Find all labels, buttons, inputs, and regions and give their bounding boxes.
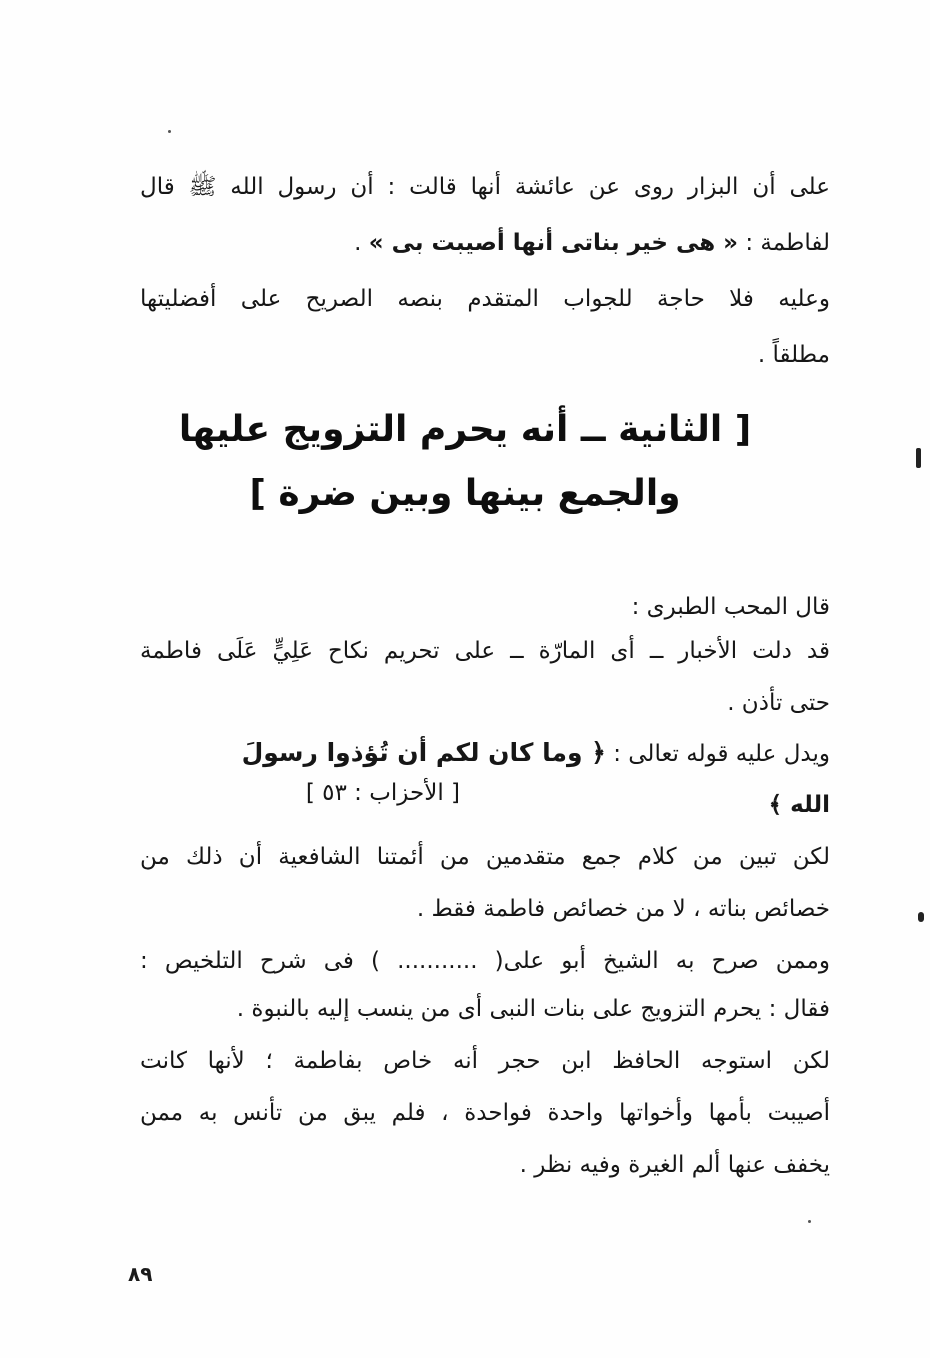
para6-line1: وممن صرح به الشيخ أبو على( ........... ) فى شرح التلخيص : bbox=[140, 948, 830, 974]
verse-citation: [ الأحزاب : ٥٣ ] bbox=[305, 780, 460, 806]
scan-speck bbox=[808, 1220, 811, 1223]
para5-line1: لكن تبين من كلام جمع متقدمين من أئمتنا الشافعية أن ذلك من bbox=[140, 844, 830, 870]
page-number: ٨٩ bbox=[128, 1262, 153, 1286]
para3-line1: قال المحب الطبرى : bbox=[631, 594, 830, 620]
para2-line1: وعليه فلا حاجة للجواب المتقدم بنصه الصريح على أفضليتها bbox=[140, 286, 830, 312]
para7-line3: يخفف عنها ألم الغيرة وفيه نظر . bbox=[519, 1152, 830, 1178]
para7-line2: أصيبت بأمها وأخواتها واحدة فواحدة ، فلم يبق من تأنس به ممن bbox=[140, 1100, 830, 1126]
para3-line3: حتى تأذن . bbox=[727, 690, 830, 716]
para3-line2: قد دلت الأخبار ــ أى المارّة ــ على تحريم نكاح عَلِيٍّ عَلَى فاطمة bbox=[140, 638, 830, 664]
section-heading-line2: والجمع بينها وبين ضرة ] bbox=[249, 473, 681, 514]
scan-speck bbox=[168, 130, 171, 133]
para2-line2: مطلقاً . bbox=[757, 342, 830, 368]
para1-line1: على أن البزار روى عن عائشة أنها قالت : أن رسول الله ﷺ قال bbox=[140, 174, 830, 200]
scan-mark bbox=[916, 448, 921, 468]
para4-line1-prefix: ويدل عليه قوله تعالى : bbox=[613, 741, 830, 767]
para6-line2: فقال : يحرم التزويج على بنات النبى أى من ينسب إليه بالنبوة . bbox=[236, 996, 830, 1022]
scan-mark bbox=[918, 912, 924, 922]
para1-line2 bbox=[354, 228, 830, 258]
para1-line2-suffix: . bbox=[354, 230, 362, 256]
para5-line2: خصائص بناته ، لا من خصائص فاطمة فقط . bbox=[416, 896, 830, 922]
quran-verse-end: الله ﴾ bbox=[768, 792, 830, 818]
hadith-quote: « هى خير بناتى أنها أصيبت بى » bbox=[368, 230, 739, 256]
para7-line1: لكن استوجه الحافظ ابن حجر أنه خاص بفاطمة ؛ لأنها كانت bbox=[140, 1048, 830, 1074]
para4-line1 bbox=[242, 738, 830, 769]
quran-verse: ﴿ وما كان لكم أن تُؤذوا رسولَ bbox=[241, 738, 606, 767]
section-heading-line1: [ الثانية ــ أنه يحرم التزويج عليها bbox=[178, 409, 752, 450]
para1-line2-prefix: لفاطمة : bbox=[745, 230, 830, 256]
